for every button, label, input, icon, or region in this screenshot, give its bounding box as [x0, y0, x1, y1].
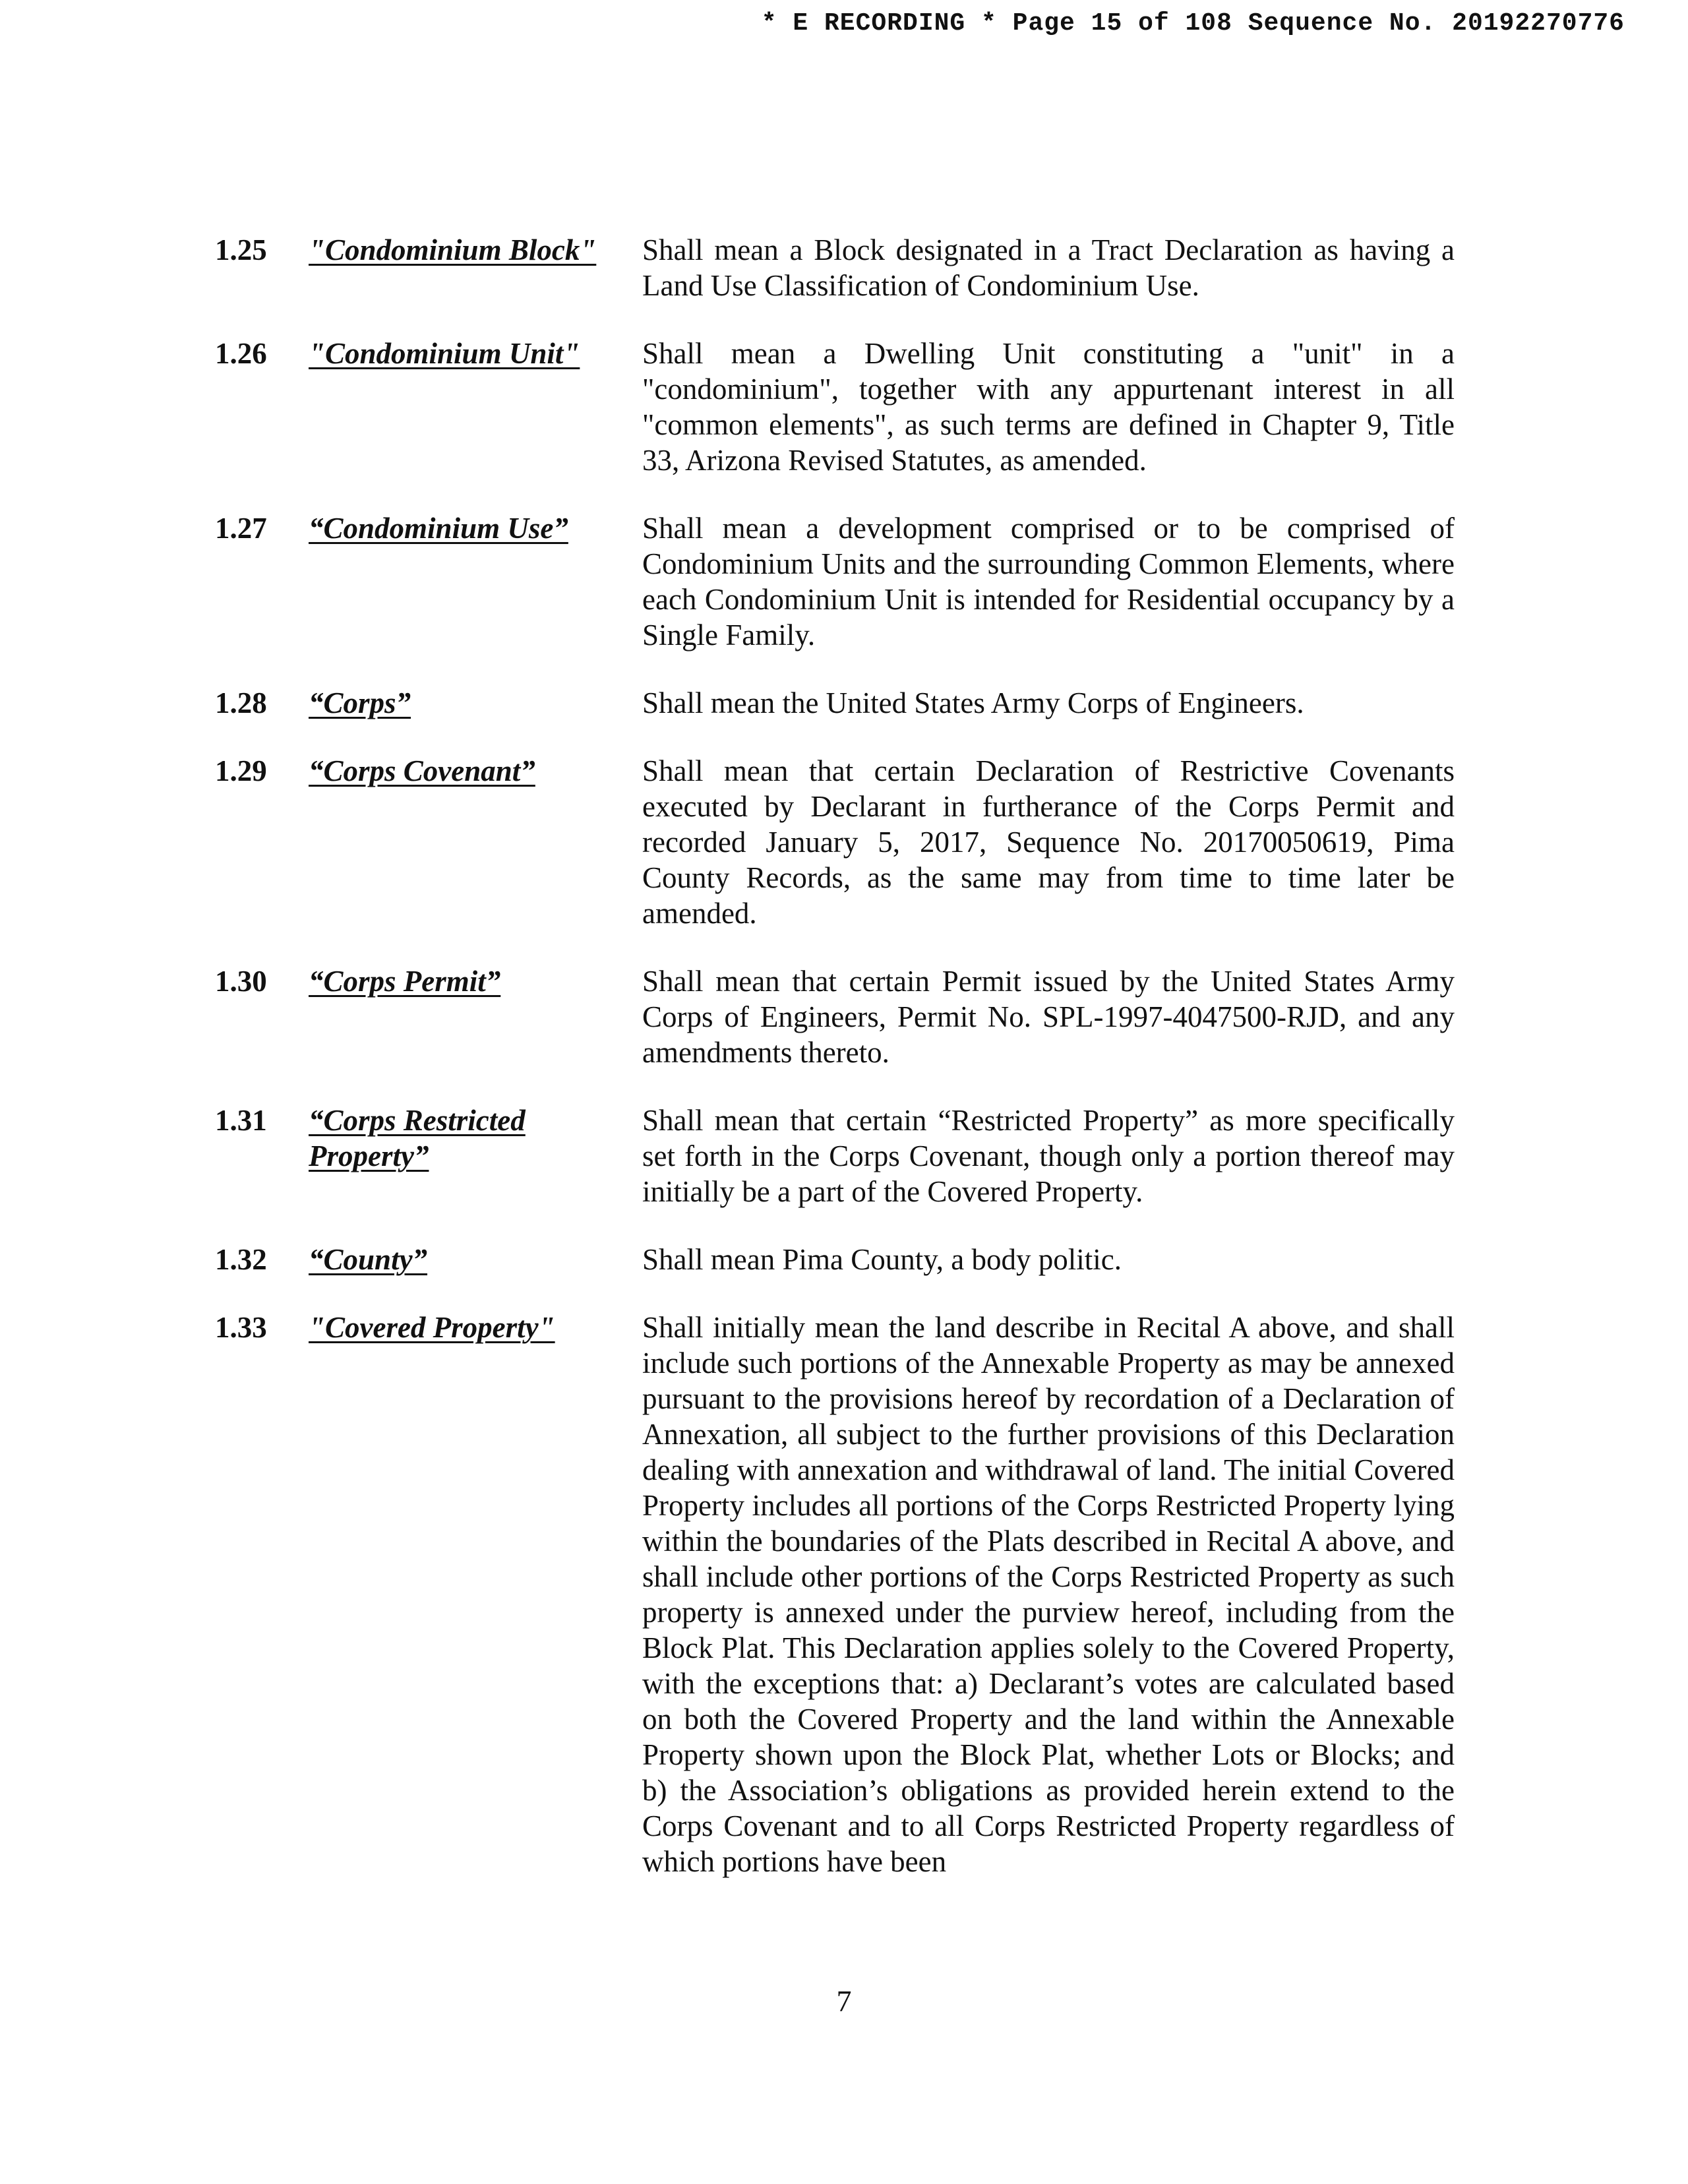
definition-term: "Condominium Unit" [309, 337, 580, 370]
definition-number: 1.33 [215, 1311, 267, 1344]
definition-text: Shall mean a Dwelling Unit constituting a "unit" in a "condominium", together with any appurtenant interest in all "common elements", as such terms are defined in Chapter 9, Title 33, Arizona Revised Statutes, as amended. [642, 337, 1455, 477]
definition-term: “Corps Permit” [309, 965, 501, 998]
definition-term: “Corps Restricted Property” [309, 1104, 526, 1172]
definition-number: 1.25 [215, 233, 267, 266]
definition-text: Shall mean that certain Declaration of Restrictive Covenants executed by Declarant in furtherance of the Corps Permit and recorded January 5, 2017, Sequence No. 20170050619, Pima County Records, as the same may from time to time later be amended. [642, 754, 1455, 930]
definition-1-33 [215, 1310, 1455, 1879]
definition-1-25 [215, 232, 1455, 303]
definition-number: 1.30 [215, 965, 267, 998]
definition-number: 1.28 [215, 686, 267, 719]
definition-term: “Corps” [309, 686, 411, 719]
definitions-list [215, 232, 1455, 1912]
definition-text: Shall mean that certain “Restricted Property” as more specifically set forth in the Corps Covenant, though only a portion thereof may initially be a part of the Covered Property. [642, 1104, 1455, 1208]
definition-text: Shall mean a Block designated in a Tract Declaration as having a Land Use Classification of Condominium Use. [642, 233, 1455, 302]
definition-1-26 [215, 336, 1455, 478]
definition-term: "Covered Property" [309, 1311, 555, 1344]
definition-term: “Condominium Use” [309, 512, 568, 545]
definition-term: “County” [309, 1243, 428, 1276]
definition-text: Shall mean Pima County, a body politic. [642, 1243, 1122, 1276]
definition-number: 1.31 [215, 1104, 267, 1137]
recording-header: * E RECORDING * Page 15 of 108 Sequence No. 20192270776 [761, 9, 1625, 38]
definition-number: 1.29 [215, 754, 267, 787]
definition-1-27 [215, 510, 1455, 653]
page-number: 7 [836, 1984, 852, 2018]
definition-text: Shall initially mean the land describe in Recital A above, and shall include such portions of the Annexable Property as may be annexed pursuant to the provisions hereof by recordation of a Declaration of Annexation, all subject to the further provisions of this Declaration dealing with annexation and withdrawal of land. The initial Covered Property includes all portions of the Corps Restricted Property lying within the boundaries of the Plats described in Recital A above, and shall include other portions of the Corps Restricted Property as such property is annexed under the purview hereof, including from the Block Plat. This Declaration applies solely to the Covered Property, with the exceptions that: a) Declarant’s votes are calculated based on both the Covered Property and the land within the Annexable Property shown upon the Block Plat, whether Lots or Blocks; and b) the Association’s obligations as provided herein extend to the Corps Covenant and to all Corps Restricted Property regardless of which portions have been [642, 1311, 1455, 1878]
definition-text: Shall mean a development comprised or to be comprised of Condominium Units and the surrounding Common Elements, where each Condominium Unit is intended for Residential occupancy by a Single Family. [642, 512, 1455, 652]
definition-1-30 [215, 963, 1455, 1070]
definition-number: 1.26 [215, 337, 267, 370]
definition-1-32 [215, 1242, 1455, 1277]
definition-1-31 [215, 1103, 1455, 1209]
definition-number: 1.27 [215, 512, 267, 545]
definition-1-29 [215, 753, 1455, 931]
definition-number: 1.32 [215, 1243, 267, 1276]
definition-text: Shall mean the United States Army Corps of Engineers. [642, 686, 1304, 719]
definition-text: Shall mean that certain Permit issued by the United States Army Corps of Engineers, Permit No. SPL-1997-4047500-RJD, and any amendments thereto. [642, 965, 1455, 1069]
definition-1-28 [215, 685, 1455, 721]
definition-term: "Condominium Block" [309, 233, 597, 266]
definition-term: “Corps Covenant” [309, 754, 535, 787]
